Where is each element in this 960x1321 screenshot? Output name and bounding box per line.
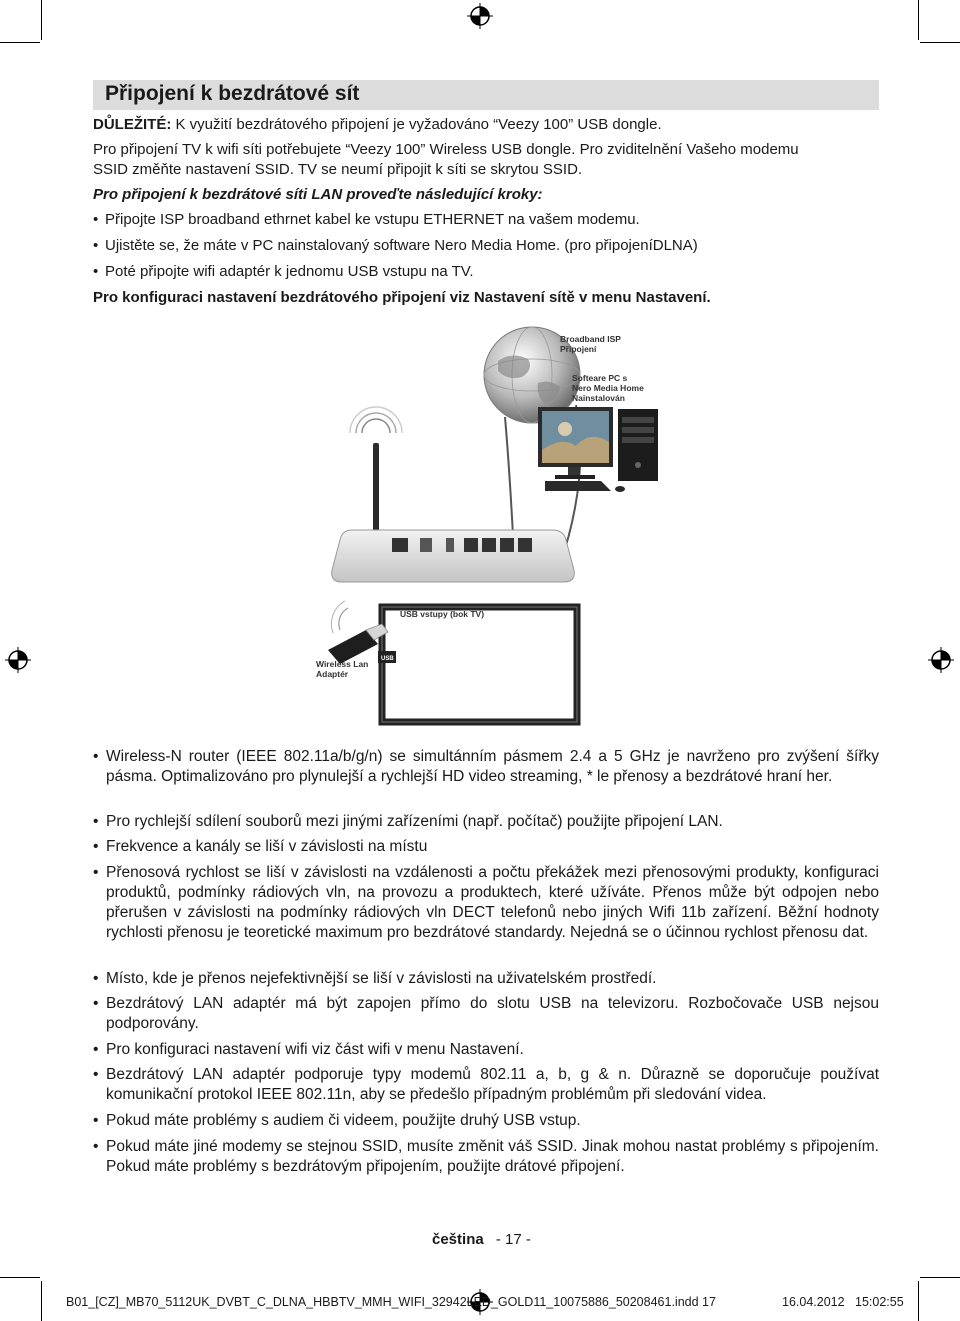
intro-line: Pro připojení TV k wifi síti potřebujete “Veezy 100” Wireless USB dongle. Pro zviditelnění Vašeho modemu bbox=[93, 141, 799, 158]
bullet-icon: • bbox=[93, 813, 99, 830]
usb-chip-label: USB bbox=[381, 656, 394, 662]
note-item: • Bezdrátový LAN adaptér má být zapojen přímo do slotu USB na televizoru. Rozbočovače USB nejsou podporovány. bbox=[93, 995, 879, 1032]
adapter-label: Wireless Lan Adaptér bbox=[316, 659, 369, 679]
crop-mark bbox=[920, 1277, 960, 1278]
steps-heading: Pro připojení k bezdrátové síti LAN proveďte následující kroky: bbox=[93, 186, 543, 203]
bullet-icon: • bbox=[93, 748, 99, 765]
pc-monitor-icon bbox=[538, 407, 613, 479]
registration-mark-icon bbox=[467, 3, 493, 29]
section-title: Připojení k bezdrátové sít bbox=[105, 82, 360, 105]
page-number: - 17 - bbox=[495, 1231, 531, 1248]
note-item: • Pokud máte jiné modemy se stejnou SSID, musíte změnit váš SSID. Jinak mohou nastat problémy s připojením. Pokud máte problémy s bezdrátovým připojením, použijte drátové připojení. bbox=[93, 1138, 879, 1175]
section-title-bar bbox=[93, 80, 879, 110]
crop-mark bbox=[41, 0, 42, 40]
pc-software-label: Softeare PC s Nero Media Home Nainstalován bbox=[572, 373, 644, 403]
bullet-icon: • bbox=[93, 970, 99, 987]
pc-tower-icon bbox=[618, 409, 658, 481]
note-item: • Místo, kde je přenos nejefektivnější se liší v závislosti na uživatelském prostředí. bbox=[93, 970, 657, 987]
keyboard-icon bbox=[545, 481, 625, 492]
crop-mark bbox=[41, 1281, 42, 1321]
tv-icon bbox=[382, 607, 577, 722]
slug-date: 16.04.2012 bbox=[782, 1295, 845, 1309]
note-item: • Pokud máte problémy s audiem či videem, použijte druhý USB vstup. bbox=[93, 1112, 581, 1129]
important-label: DŮLEŽITÉ: bbox=[93, 116, 172, 133]
bullet-icon: • bbox=[93, 864, 99, 881]
bullet-icon: • bbox=[93, 263, 99, 280]
bullet-icon: • bbox=[93, 1112, 99, 1129]
registration-mark-icon bbox=[928, 647, 954, 673]
config-note: Pro konfiguraci nastavení bezdrátového připojení viz Nastavení sítě v menu Nastavení. bbox=[93, 289, 711, 306]
crop-mark bbox=[0, 42, 40, 43]
wireless-router-icon bbox=[332, 407, 575, 582]
note-item: • Frekvence a kanály se liší v závislosti na místu bbox=[93, 838, 428, 855]
bullet-icon: • bbox=[93, 995, 99, 1012]
note-item: • Přenosová rychlost se liší v závislosti na vzdálenosti a počtu překážek mezi přenosovými produkty, konfiguraci produktů, podmínky rádiových vln, na provozu a produktech, které užíváte. Přenos může být odpojen nebo přerušen v závislosti na podmínky rádiových vln DECT telefonů nebo jiných Wifi 11b zařízení. Běžní hodnoty rychlosti přenosu je teoretické maximum pro bezdrátové standardy. Nejedná se o účinnou rychlost přenosu dat. bbox=[93, 864, 879, 941]
registration-mark-icon bbox=[5, 647, 31, 673]
bullet-icon: • bbox=[93, 211, 99, 228]
bullet-icon: • bbox=[93, 1066, 99, 1083]
note-item: • Pro rychlejší sdílení souborů mezi jinými zařízeními (např. počítač) použijte připojení LAN. bbox=[93, 813, 723, 830]
bullet-icon: • bbox=[93, 1041, 99, 1058]
bullet-icon: • bbox=[93, 237, 99, 254]
slug-filename: B01_[CZ]_MB70_5112UK_DVBT_C_DLNA_HBBTV_MMH_WIFI_32942LED_GOLD11_10075886_50208461.indd 17 bbox=[66, 1295, 716, 1309]
crop-mark bbox=[920, 42, 960, 43]
note-item: • Pro konfiguraci nastavení wifi viz část wifi v menu Nastavení. bbox=[93, 1041, 524, 1058]
important-note bbox=[93, 115, 662, 135]
slug-time: 15:02:55 bbox=[855, 1295, 904, 1309]
page-footer bbox=[432, 1231, 531, 1248]
footer-language: čeština bbox=[432, 1231, 484, 1248]
important-text: K využití bezdrátového připojení je vyžadováno “Veezy 100” USB dongle. bbox=[171, 116, 662, 133]
intro-line: SSID změňte nastavení SSID. TV se neumí připojit k síti se skrytou SSID. bbox=[93, 161, 583, 178]
crop-mark bbox=[0, 1277, 40, 1278]
crop-mark bbox=[918, 0, 919, 40]
bullet-icon: • bbox=[93, 838, 99, 855]
crop-mark bbox=[918, 1281, 919, 1321]
note-item: • Bezdrátový LAN adaptér podporuje typy modemů 802.11 a, b, g & n. Důrazně se doporučuje používat komunikační protokol IEEE 802.11n, aby se předešlo případným problémům při sledování videa. bbox=[93, 1066, 879, 1103]
bullet-icon: • bbox=[93, 1138, 99, 1155]
note-item: • Wireless-N router (IEEE 802.11a/b/g/n) se simultánním pásmem 2.4 a 5 GHz je navrženo pro zvýšení šířky pásma. Optimalizováno pro plynulejší a rychlejší HD video streaming, * le přenosy a bezdrátové hraní her. bbox=[93, 748, 879, 785]
usb-inputs-label: USB vstupy (bok TV) bbox=[400, 609, 485, 619]
isp-label: Broadband ISP Připojení bbox=[560, 334, 621, 354]
